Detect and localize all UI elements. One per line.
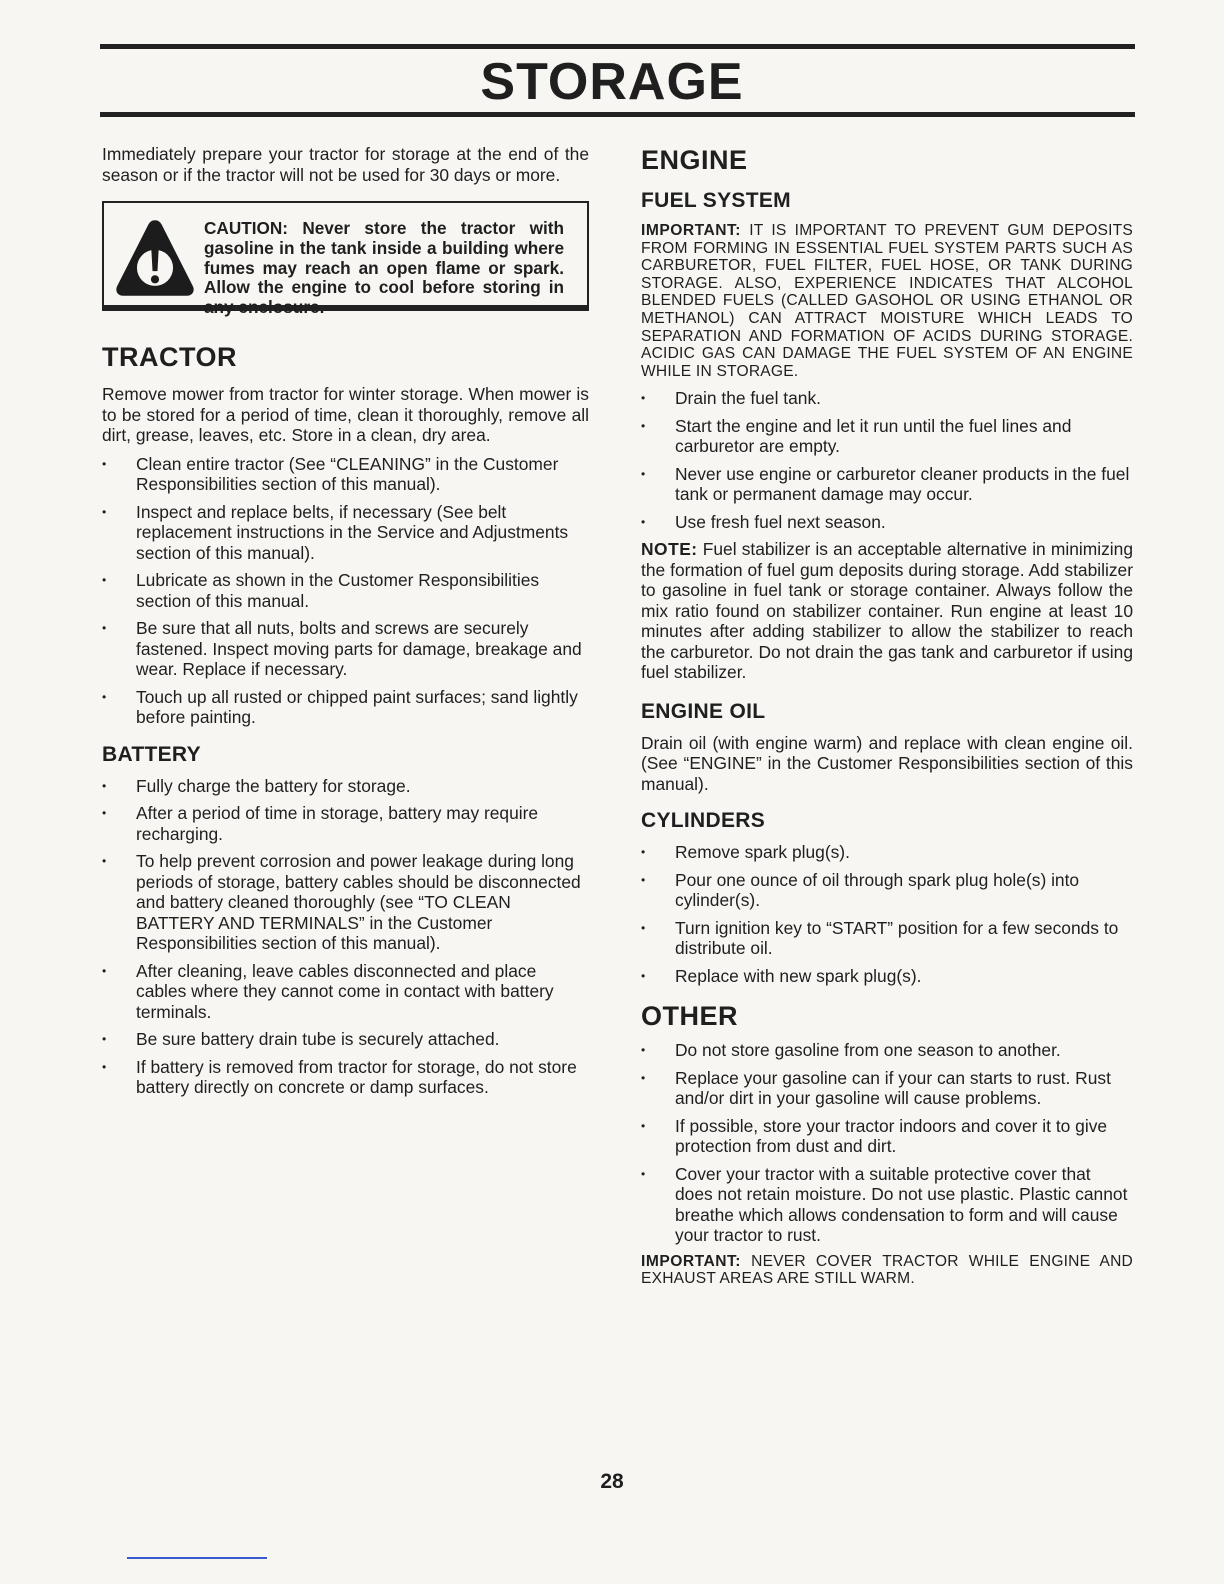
list-item: • Fully charge the battery for storage. [102, 776, 589, 797]
right-column [641, 144, 1133, 1288]
list-item: • Replace with new spark plug(s). [641, 966, 1133, 987]
other-important [641, 1253, 1133, 1288]
list-item: • Do not store gasoline from one season to another. [641, 1040, 1133, 1061]
list-item: • Pour one ounce of oil through spark plug hole(s) into cylinder(s). [641, 870, 1133, 911]
list-item: • Use fresh fuel next season. [641, 512, 1133, 533]
list-item: • Clean entire tractor (See “CLEANING” in the Customer Responsibilities section of this manual). [102, 454, 589, 495]
list-item: • Cover your tractor with a suitable protective cover that does not retain moisture. Do not use plastic. Plastic cannot breathe which allows condensation to form and will cause your tractor to rust. [641, 1164, 1133, 1246]
note-label: NOTE: [641, 539, 698, 560]
engine-oil-body: Drain oil (with engine warm) and replace with clean engine oil. (See “ENGINE” in the Customer Responsibilities section of this manual). [641, 732, 1133, 794]
tractor-body: Remove mower from tractor for winter storage. When mower is to be stored for a period of time, clean it thoroughly, remove all dirt, grease, leaves, etc. Store in a clean, dry area. [102, 384, 589, 445]
list-item: • Remove spark plug(s). [641, 842, 1133, 863]
cylinders-list [641, 842, 1133, 986]
list-item: • After cleaning, leave cables disconnected and place cables where they cannot come in contact with battery terminals. [102, 961, 589, 1023]
list-item: • Touch up all rusted or chipped paint surfaces; sand lightly before painting. [102, 687, 589, 728]
tractor-list [102, 454, 589, 728]
list-item: • If possible, store your tractor indoors and cover it to give protection from dust and dirt. [641, 1116, 1133, 1157]
list-item: • Inspect and replace belts, if necessary (See belt replacement instructions in the Service and Adjustments section of this manual). [102, 502, 589, 564]
footer-line [127, 1557, 267, 1559]
other-list [641, 1040, 1133, 1246]
list-item: • After a period of time in storage, battery may require recharging. [102, 803, 589, 844]
fuel-system-heading: FUEL SYSTEM [641, 189, 791, 212]
list-item: • If battery is removed from tractor for storage, do not store battery directly on concrete or damp surfaces. [102, 1057, 589, 1098]
list-item: • Lubricate as shown in the Customer Responsibilities section of this manual. [102, 570, 589, 611]
other-heading: OTHER [641, 1001, 738, 1032]
cylinders-heading: CYLINDERS [641, 809, 766, 833]
page-number: 28 [600, 1470, 624, 1493]
list-item: • To help prevent corrosion and power leakage during long periods of storage, battery cables should be disconnected and battery cleaned thoroughly (see “TO CLEAN BATTERY AND TERMINALS” in the Customer Responsibilities section of this manual). [102, 851, 589, 954]
tractor-heading: TRACTOR [102, 342, 237, 372]
page-title: STORAGE [480, 53, 744, 111]
intro-paragraph: Immediately prepare your tractor for storage at the end of the season or if the tractor will not be used for 30 days or more. [102, 144, 589, 185]
important-label: IMPORTANT: [641, 1252, 741, 1270]
list-item: • Never use engine or carburetor cleaner products in the fuel tank or permanent damage may occur. [641, 464, 1133, 505]
note-text: Fuel stabilizer is an acceptable alternative in minimizing the formation of fuel gum deposits during storage. Add stabilizer to gasoline in fuel tank or storage container. Always follow the mix ratio found on stabilizer container. Run engine at least 10 minutes after adding stabilizer to allow the stabilizer to reach the carburetor. Do not drain the gas tank and carburetor if using fuel stabilizer. [641, 539, 1133, 683]
left-column [102, 144, 589, 1105]
list-item: • Start the engine and let it run until the fuel lines and carburetor are empty. [641, 416, 1133, 457]
fuel-note [641, 539, 1133, 683]
list-item: • Drain the fuel tank. [641, 388, 1133, 409]
top-rule [100, 44, 1135, 49]
list-item: • Be sure battery drain tube is securely attached. [102, 1029, 589, 1050]
bottom-rule [100, 112, 1135, 117]
engine-oil-heading: ENGINE OIL [641, 699, 766, 723]
list-item: • Be sure that all nuts, bolts and screws are securely fastened. Inspect moving parts for damage, breakage and wear. Replace if necessary. [102, 618, 589, 680]
important-label: IMPORTANT: [641, 222, 741, 239]
engine-heading: ENGINE [641, 145, 748, 175]
warning-triangle-icon [114, 217, 196, 299]
caution-box [102, 201, 589, 318]
fuel-system-important [641, 222, 1133, 380]
fuel-system-list [641, 388, 1133, 532]
list-item: • Turn ignition key to “START” position for a few seconds to distribute oil. [641, 918, 1133, 959]
list-item: • Replace your gasoline can if your can starts to rust. Rust and/or dirt in your gasoline will cause problems. [641, 1068, 1133, 1109]
caution-text: CAUTION: Never store the tractor with gasoline in the tank inside a building where fumes may reach an open flame or spark. Allow the engine to cool before storing in any enclosure. [204, 218, 564, 318]
battery-heading: BATTERY [102, 742, 201, 766]
battery-list [102, 776, 589, 1098]
important-text: NEVER COVER TRACTOR WHILE ENGINE AND EXHAUST AREAS ARE STILL WARM. [641, 1252, 1133, 1288]
important-text: IT IS IMPORTANT TO PREVENT GUM DEPOSITS FROM FORMING IN ESSENTIAL FUEL SYSTEM PARTS SUCH AS CARBURETOR, FUEL FILTER, FUEL HOSE, OR TANK DURING STORAGE. ALSO, EXPERIENCE INDICATES THAT ALCOHOL BLENDED FUELS (CALLED GASOHOL OR USING ETHANOL OR METHANOL) CAN ATTRACT MOISTURE WHICH LEADS TO SEPARATION AND FORMATION OF ACIDS DURING STORAGE. ACIDIC GAS CAN DAMAGE THE FUEL SYSTEM OF AN ENGINE WHILE IN STORAGE. [641, 222, 1133, 380]
